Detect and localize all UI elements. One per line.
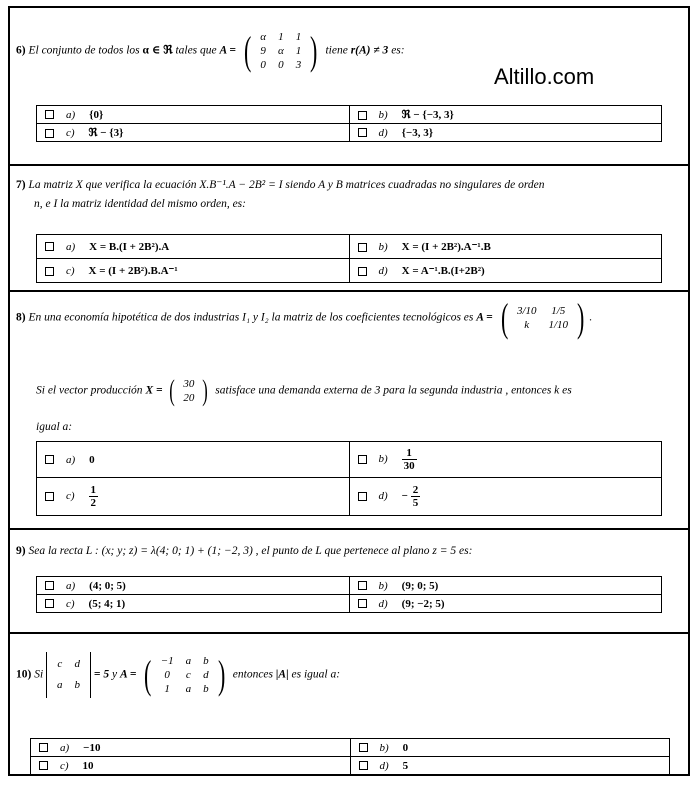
q9-option-b[interactable]: b) (9; 0; 5) xyxy=(349,577,662,595)
q7-option-c[interactable]: c) X = (I + 2B²).B.A⁻¹ xyxy=(37,259,350,283)
fraction: $\frac{1}{30}$ xyxy=(403,447,415,472)
question-6 xyxy=(10,8,688,164)
exam-frame xyxy=(8,6,690,776)
checkbox-icon[interactable] xyxy=(45,492,54,501)
question-6-text: 6) El conjunto de todos los α ∈ ℜ tales que A = ( α 1 1 9 α 1 0 0 3 ) tiene r(A) ≠ 3 es: xyxy=(16,28,405,73)
q10-determinant: c d a b xyxy=(46,652,91,698)
q7-option-b[interactable]: b) X = (I + 2B²).A⁻¹.B xyxy=(349,235,662,259)
q9-option-d[interactable]: d) (9; −2; 5) xyxy=(349,595,662,613)
q6-option-d[interactable]: d) {−3, 3} xyxy=(349,124,662,142)
q8-option-c[interactable]: c) $\frac{1}{2}$ xyxy=(37,478,350,516)
checkbox-icon[interactable] xyxy=(39,743,48,752)
q10-matrix: ( −1 a b 0 c d 1 a b ) xyxy=(144,652,225,697)
q10-option-c[interactable]: c) 10 xyxy=(31,757,351,775)
q6-option-a[interactable]: a) {0} xyxy=(37,106,350,124)
q8-matrix: ( 3/10 1/5 k 1/10 ) xyxy=(500,295,585,340)
checkbox-icon[interactable] xyxy=(45,242,54,251)
question-8-line1: 8) En una economía hipotética de dos industrias I₁ y I₂ la matriz de los coeficientes tecnológicos es A = ( 3/10 1/5 k 1/10 ) . xyxy=(16,295,593,340)
q6-options xyxy=(36,105,662,142)
q8-option-a[interactable]: a) 0 xyxy=(37,442,350,478)
checkbox-icon[interactable] xyxy=(358,267,367,276)
checkbox-icon[interactable] xyxy=(45,267,54,276)
question-8-line3: igual a: xyxy=(36,421,73,433)
q10-options xyxy=(30,738,670,775)
q10-option-a[interactable]: a) −10 xyxy=(31,739,351,757)
q10-option-b[interactable]: b) 0 xyxy=(350,739,670,757)
checkbox-icon[interactable] xyxy=(358,581,367,590)
checkbox-icon[interactable] xyxy=(45,110,54,119)
q9-options xyxy=(36,576,662,613)
checkbox-icon[interactable] xyxy=(358,243,367,252)
question-9-text: 9) Sea la recta L : (x; y; z) = λ(4; 0; 1) + (1; −2, 3) , el punto de L que pertenece al plano z = 5 es: xyxy=(16,545,473,557)
checkbox-icon[interactable] xyxy=(39,761,48,770)
question-9 xyxy=(10,530,688,632)
q8-vector: ( 30 20 ) xyxy=(169,374,209,407)
checkbox-icon[interactable] xyxy=(358,492,367,501)
q9-option-a[interactable]: a) (4; 0; 5) xyxy=(37,577,350,595)
fraction: $\frac{1}{2}$ xyxy=(90,484,97,509)
checkbox-icon[interactable] xyxy=(358,128,367,137)
q8-options xyxy=(36,441,662,516)
question-7-text: 7) La matriz X que verifica la ecuación X.B⁻¹.A − 2B² = I siendo A y B matrices cuadradas no singulares de orden n, e I la matriz identidad del mismo orden, es: xyxy=(16,179,545,210)
question-10-text: 10) Si c d a b = 5 y A = ( −1 a b 0 c d 1 a b ) entonces |A| es igual a: xyxy=(16,652,341,697)
checkbox-icon[interactable] xyxy=(45,599,54,608)
q6-option-b[interactable]: b) ℜ − {−3, 3} xyxy=(349,106,662,124)
checkbox-icon[interactable] xyxy=(358,111,367,120)
checkbox-icon[interactable] xyxy=(358,455,367,464)
checkbox-icon[interactable] xyxy=(359,743,368,752)
question-10 xyxy=(10,634,688,776)
q6-matrix: ( α 1 1 9 α 1 0 0 3 ) xyxy=(243,28,318,73)
fraction: $\frac{2}{5}$ xyxy=(412,484,419,509)
question-8-line2: Si el vector producción X = ( 30 20 ) satisface una demanda externa de 3 para la segunda industria , entonces k es xyxy=(36,374,572,407)
q7-option-a[interactable]: a) X = B.(I + 2B²).A xyxy=(37,235,350,259)
checkbox-icon[interactable] xyxy=(45,129,54,138)
q7-option-d[interactable]: d) X = A⁻¹.B.(I+2B²) xyxy=(349,259,662,283)
question-8 xyxy=(10,292,688,528)
question-7 xyxy=(10,166,688,290)
brand-logo: Altillo.com xyxy=(494,64,595,89)
q10-option-d[interactable]: d) 5 xyxy=(350,757,670,775)
q9-option-c[interactable]: c) (5; 4; 1) xyxy=(37,595,350,613)
q6-option-c[interactable]: c) ℜ − {3} xyxy=(37,124,350,142)
checkbox-icon[interactable] xyxy=(45,581,54,590)
q8-option-b[interactable]: b) $\frac{1}{30}$ xyxy=(349,442,662,478)
checkbox-icon[interactable] xyxy=(359,761,368,770)
checkbox-icon[interactable] xyxy=(45,455,54,464)
checkbox-icon[interactable] xyxy=(358,599,367,608)
q8-option-d[interactable]: d) − $\frac{2}{5}$ xyxy=(349,478,662,516)
q7-options xyxy=(36,234,662,283)
